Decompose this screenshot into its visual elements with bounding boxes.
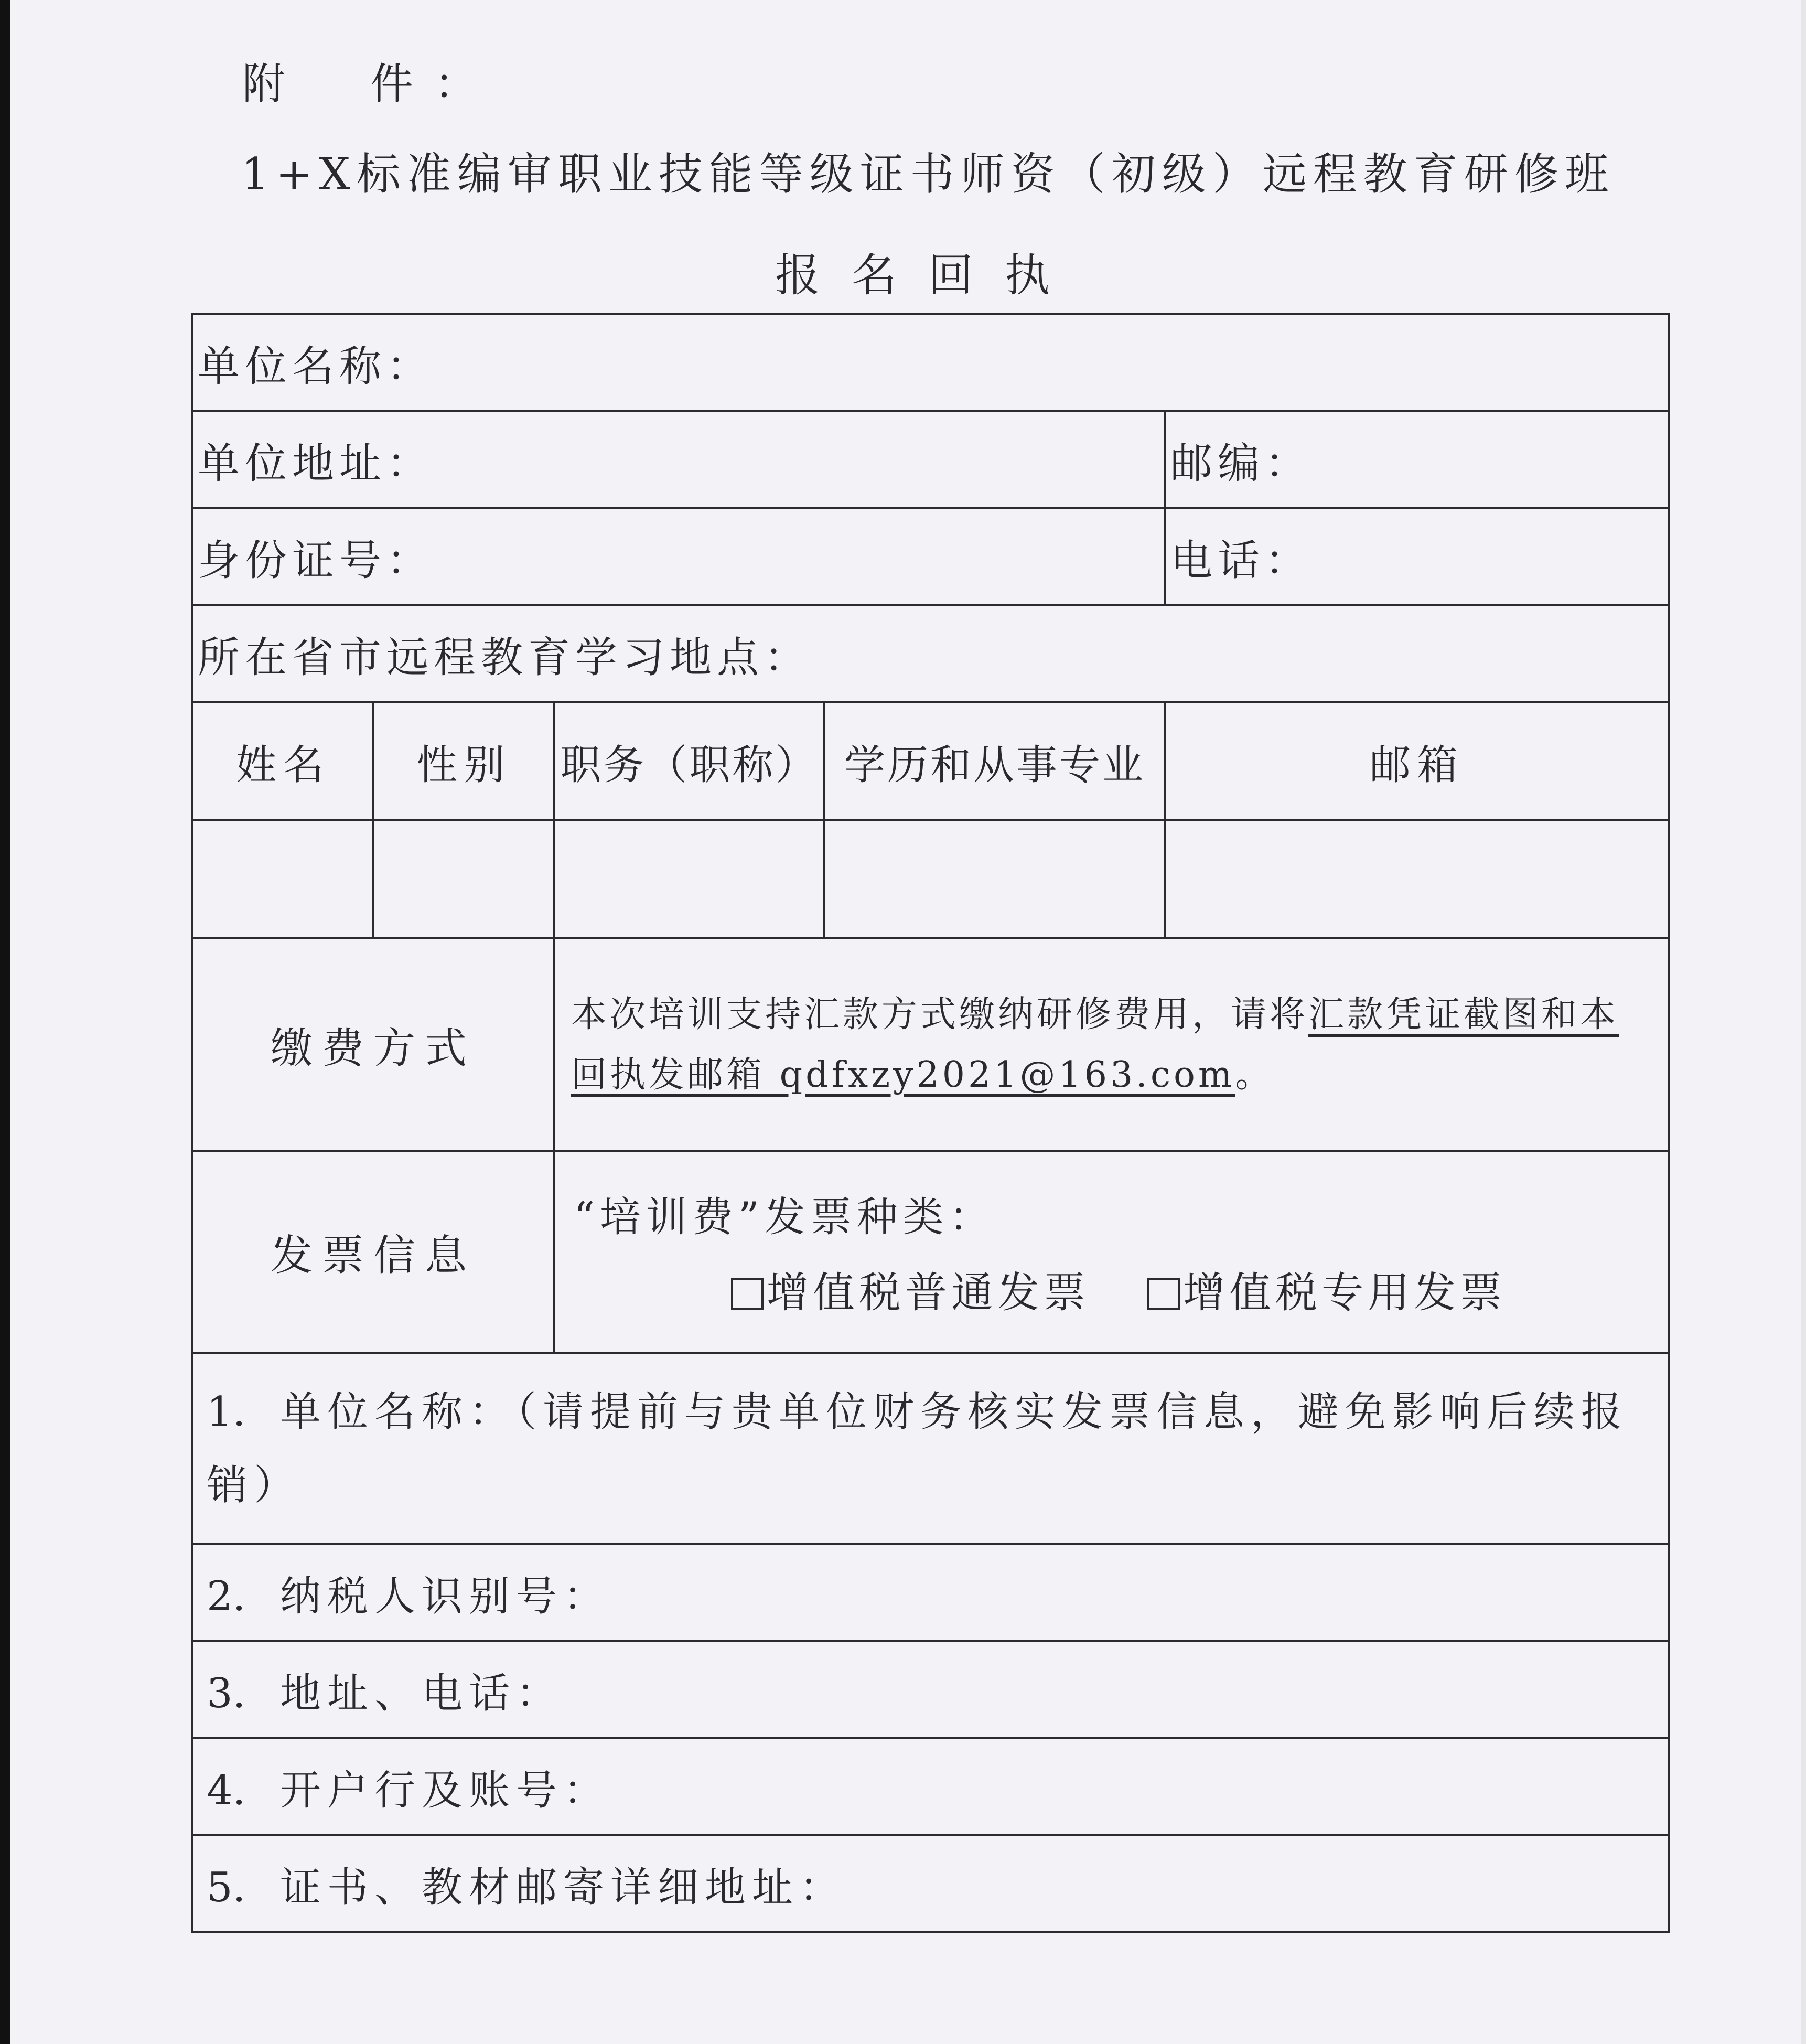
document-subtitle: 报名回执 (775, 249, 1081, 302)
scan-edge (0, 0, 10, 2044)
postcode-field[interactable]: 邮编： (1165, 411, 1669, 508)
payment-text-main: 本次培训支持汇款方式缴纳研修费用，请将 (571, 993, 1309, 1035)
invoice-item-row (192, 1641, 1669, 1738)
invoice-item-address-phone[interactable] (192, 1641, 1669, 1738)
phone-field[interactable]: 电话： (1165, 508, 1669, 605)
unit-address-row (192, 411, 1669, 508)
item-text: 单位名称：（请提前与贵单位财务核实发票信息，避免影响后续报销） (207, 1388, 1629, 1509)
name-cell[interactable] (192, 820, 373, 938)
checkbox-icon[interactable] (1147, 1278, 1180, 1310)
item-text: 纳税人识别号： (280, 1572, 611, 1620)
position-cell[interactable] (554, 820, 824, 938)
invoice-item-mailing-address[interactable] (192, 1835, 1669, 1932)
id-number-row (192, 508, 1669, 605)
invoice-item-bank-account[interactable] (192, 1738, 1669, 1835)
column-email: 邮箱 (1165, 702, 1669, 820)
invoice-item-row (192, 1738, 1669, 1835)
checkbox-icon[interactable] (731, 1278, 764, 1310)
item-text: 开户行及账号： (280, 1767, 611, 1814)
option-general-invoice: 增值税普通发票 (767, 1268, 1090, 1317)
item-number: 5. (207, 1864, 246, 1911)
column-gender: 性别 (373, 702, 554, 820)
payment-row (192, 938, 1669, 1151)
email-cell[interactable] (1165, 820, 1669, 938)
unit-name-field[interactable]: 单位名称： (192, 314, 1669, 411)
item-number: 3. (207, 1670, 246, 1717)
item-text: 地址、电话： (280, 1670, 564, 1717)
invoice-row (192, 1151, 1669, 1353)
item-number: 1. (207, 1388, 246, 1436)
registration-form (191, 313, 1670, 1933)
item-number: 2. (207, 1572, 246, 1620)
scan-edge-right (1801, 0, 1806, 2044)
item-number: 4. (207, 1767, 246, 1814)
invoice-item-unit-name[interactable] (192, 1353, 1669, 1544)
unit-name-row (192, 314, 1669, 411)
education-cell[interactable] (824, 820, 1165, 938)
payment-text (554, 938, 1669, 1151)
participant-header-row (192, 702, 1669, 820)
location-row (192, 605, 1669, 702)
payment-label: 缴费方式 (192, 938, 554, 1151)
payment-text-end: 。 (1235, 1054, 1274, 1096)
column-position: 职务（职称） (554, 702, 824, 820)
location-field[interactable]: 所在省市远程教育学习地点： (192, 605, 1669, 702)
column-education: 学历和从事专业 (824, 702, 1165, 820)
column-name: 姓名 (192, 702, 373, 820)
invoice-type-label: “培训费”发票种类： (574, 1194, 995, 1241)
document-title: 1+X标准编审职业技能等级证书师资（初级）远程教育研修班 (241, 148, 1615, 200)
invoice-item-row (192, 1835, 1669, 1932)
invoice-item-row (192, 1353, 1669, 1544)
invoice-options (554, 1151, 1669, 1353)
gender-cell[interactable] (373, 820, 554, 938)
id-number-field[interactable]: 身份证号： (192, 508, 1165, 605)
option-special-invoice: 增值税专用发票 (1183, 1268, 1506, 1317)
invoice-choices (574, 1259, 1657, 1319)
item-text: 证书、教材邮寄详细地址： (280, 1864, 847, 1911)
payment-email-link[interactable]: 汇款凭证截图和本回执发邮箱 qdfxzy2021@163.com (571, 993, 1619, 1096)
unit-address-field[interactable]: 单位地址： (192, 411, 1165, 508)
invoice-label: 发票信息 (192, 1151, 554, 1353)
attachment-label: 附 件： (242, 59, 499, 109)
invoice-item-taxpayer-id[interactable] (192, 1544, 1669, 1641)
participant-row (192, 820, 1669, 938)
invoice-item-row (192, 1544, 1669, 1641)
